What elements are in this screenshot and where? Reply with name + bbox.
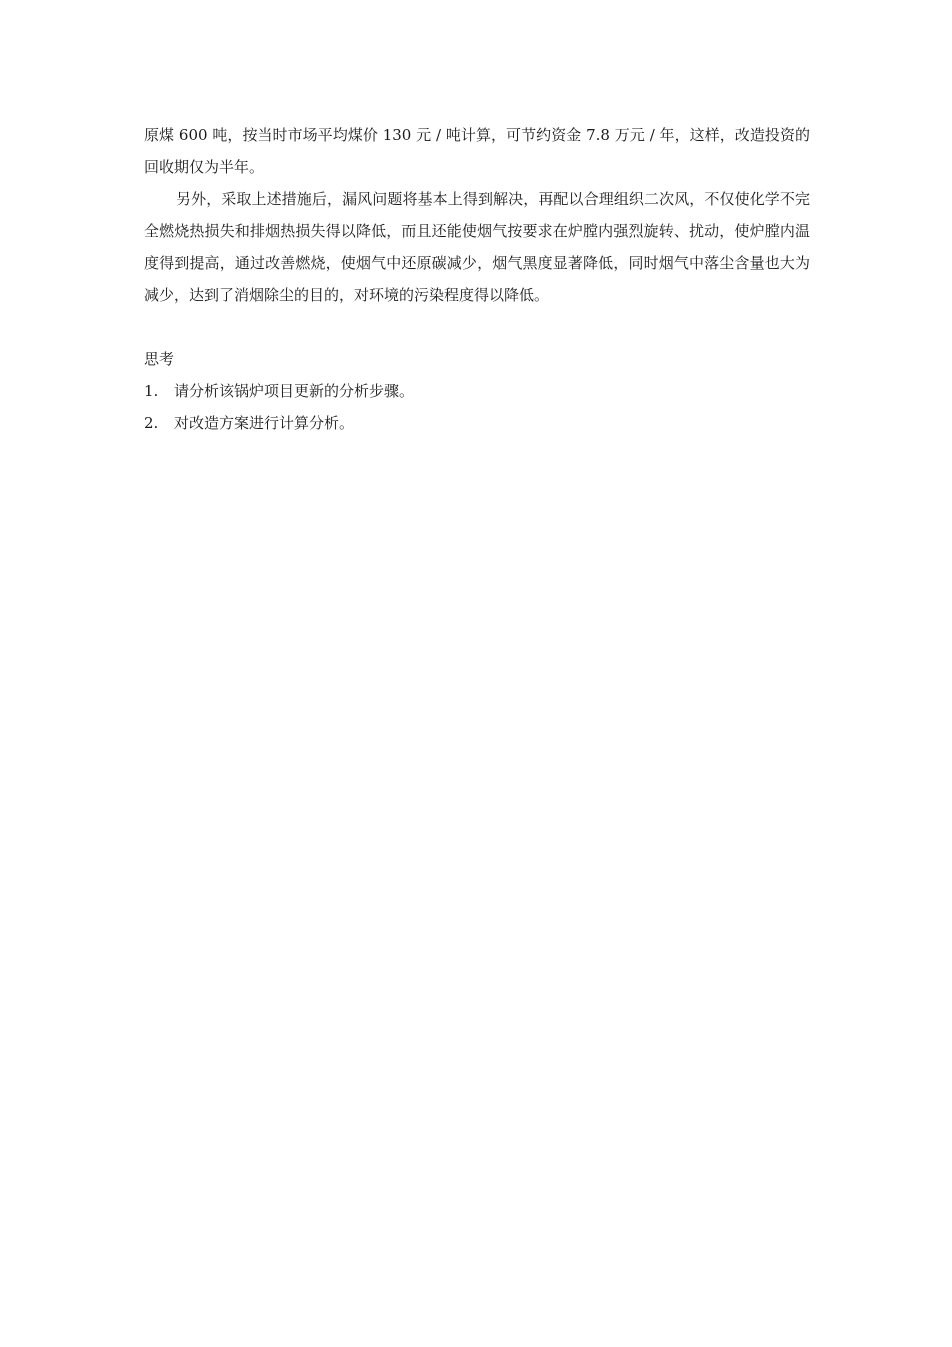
- question-text: 对改造方案进行计算分析。: [174, 414, 355, 432]
- paragraph-improvement-effects: 另外，采取上述措施后，漏风问题将基本上得到解决，再配以合理组织二次风，不仅使化学不完全燃烧热损失和排烟热损失得以降低，而且还能使烟气按要求在炉膛内强烈旋转、扰动，使炉膛内温度得到提高，通过改善燃烧，使烟气中还原碳减少，烟气黑度显著降低，同时烟气中落尘含量也大为减少，达到了消烟除尘的目的，对环境的污染程度得以降低。: [144, 190, 810, 304]
- question-item: [144, 375, 810, 407]
- question-number: 1.: [144, 382, 159, 400]
- document-body: [144, 119, 810, 439]
- section-title-thinking: 思考: [144, 350, 175, 368]
- question-number: 2.: [144, 414, 159, 432]
- paragraph-cost-savings: 原煤 600 吨，按当时市场平均煤价 130 元 / 吨计算，可节约资金 7.8 万元 / 年，这样，改造投资的回收期仅为半年。: [144, 126, 810, 176]
- question-item: [144, 407, 810, 439]
- question-text: 请分析该锅炉项目更新的分析步骤。: [174, 382, 415, 400]
